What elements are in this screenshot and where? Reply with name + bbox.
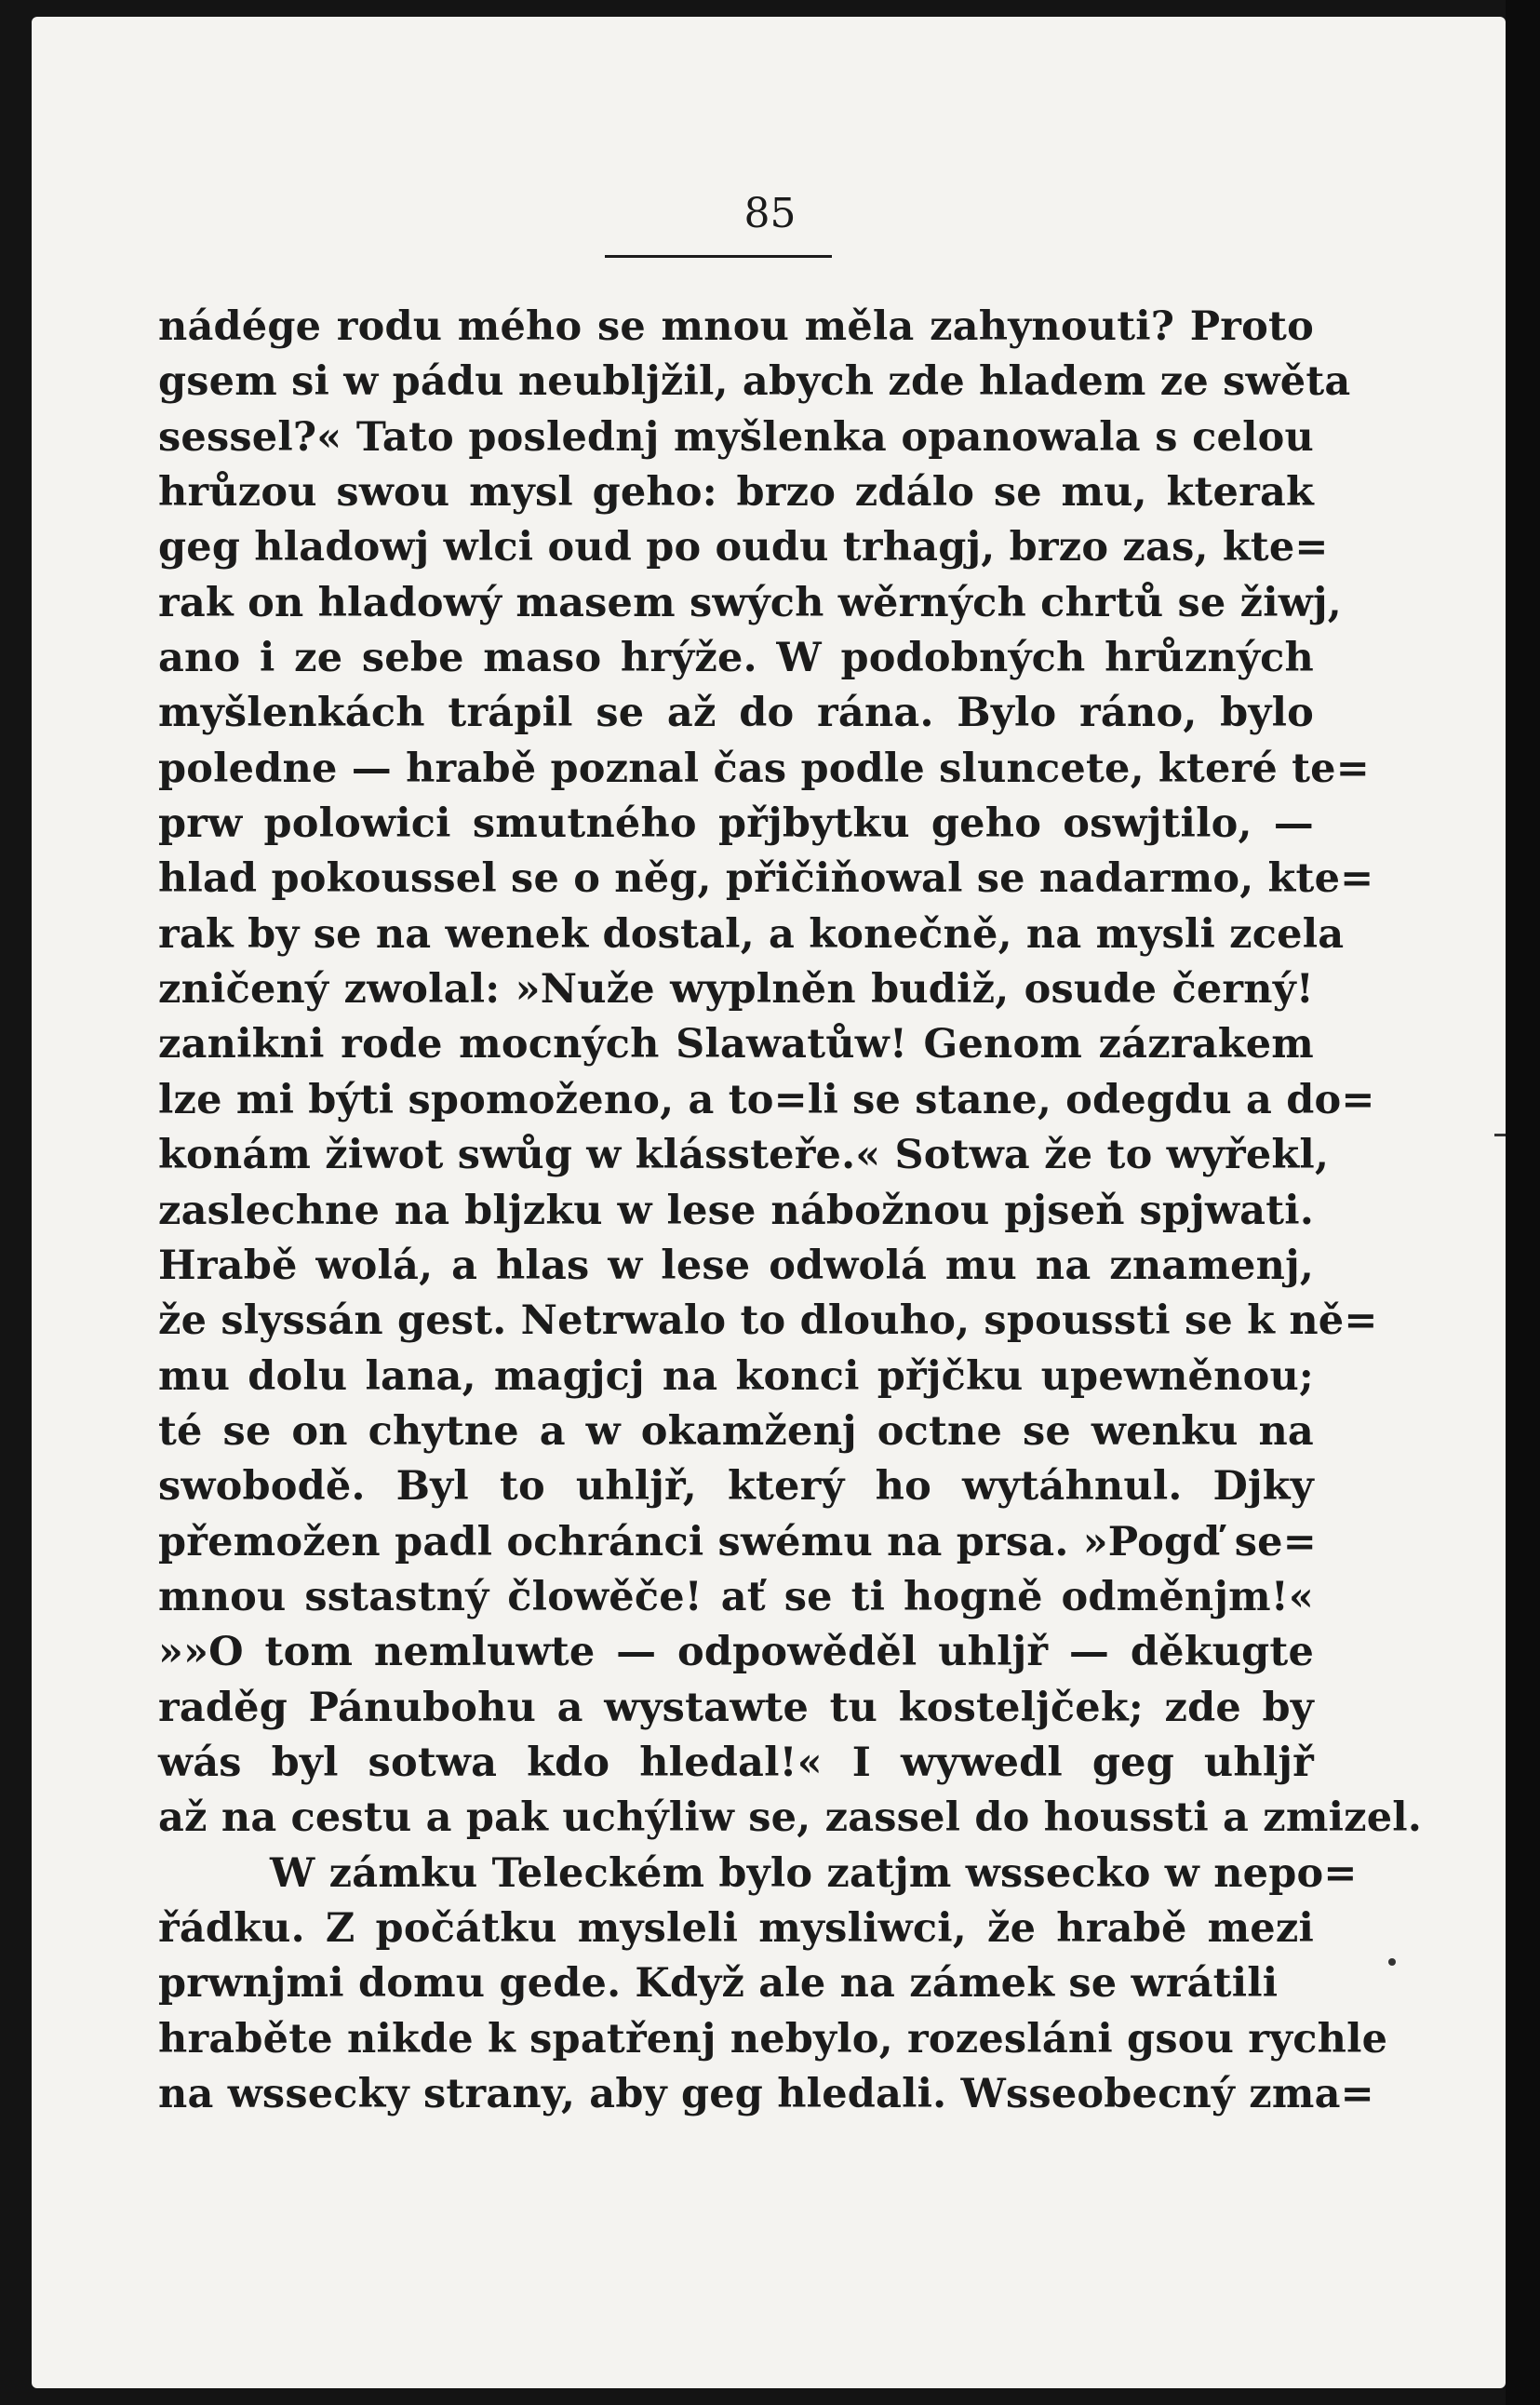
page-number: 85: [743, 190, 797, 237]
text-line: té se on chytne a w okamženj octne se wenku na: [158, 1407, 1314, 1455]
text-line: »»O tom nemluwte — odpowěděl uhljř — děkugte: [158, 1629, 1314, 1676]
text-line: sessel?« Tato poslednj myšlenka opanowala s celou: [158, 413, 1314, 461]
page-edge-shadow: [1506, 0, 1540, 2405]
text-line: až na cestu a pak uchýliw se, zassel do houssti a zmizel.: [158, 1794, 1423, 1842]
text-line: wás byl sotwa kdo hledal!« I wywedl geg uhljř: [158, 1739, 1314, 1786]
text-line: zničený zwolal: »Nuže wyplněn budiž, osude černý!: [158, 966, 1314, 1014]
text-line: mnou sstastný člowěče! ať se ti hogně odměnjm!«: [158, 1573, 1314, 1620]
text-line: lze mi býti spomoženo, a to=li se stane, odegdu a do=: [158, 1076, 1375, 1123]
text-line: Hrabě wolá, a hlas w lese odwolá mu na znamenj,: [158, 1242, 1314, 1289]
text-line: prw polowici smutného přjbytku geho oswjtilo, —: [158, 800, 1314, 848]
text-line: rak by se na wenek dostal, a konečně, na mysli zcela: [158, 910, 1345, 958]
text-line: mu dolu lana, magjcj na konci přјčku upewněnou;: [158, 1352, 1314, 1400]
text-line: hrůzou swou mysl geho: brzo zdálo se mu, kterak: [158, 469, 1314, 517]
text-line: hlad pokoussel se o něg, přičiňowal se nadarmo, kte=: [158, 855, 1374, 903]
text-line: konám žiwot swůg w klássteře.« Sotwa že to wyřekl,: [158, 1132, 1330, 1179]
text-line: prwnjmi domu gede. Když ale na zámek se wrátili: [158, 1960, 1279, 2008]
text-line: hraběte nikde k spatřenj nebylo, rozesláni gsou rychle: [158, 2015, 1388, 2062]
text-line: rak on hladowý masem swých wěrných chrtů se žiwj,: [158, 579, 1342, 626]
text-line: swobodě. Byl to uhljř, který ho wytáhnul. Djky: [158, 1463, 1314, 1511]
text-line: řádku. Z počátku mysleli myslіwci, že hrabě mezi: [158, 1904, 1314, 1952]
print-speck: [1494, 1134, 1506, 1136]
text-line: myšlenkách trápil se až do rána. Bylo ráno, bylo: [158, 690, 1314, 737]
text-line: poledne — hrabě poznal čas podle sluncete, které te=: [158, 745, 1370, 792]
text-line: na wssecky strany, aby geg hledali. Wsseobecný zma=: [158, 2071, 1374, 2117]
text-line: zanikni rode mocných Slawatůw! Genom zázrakem: [158, 1021, 1314, 1068]
text-line: zaslechne na blјzku w lese nábožnou pjseň spjwati.: [158, 1187, 1314, 1234]
text-line: že slyssán gest. Netrwalo to dlouho, spoussti se k ně=: [158, 1297, 1378, 1345]
text-line: přemožen padl ochránci swému na prsa. »Pogď se=: [158, 1518, 1317, 1565]
text-line: W zámku Teleckém bylo zatjm wssecko w nepo=: [270, 1849, 1358, 1897]
text-line: geg hladowj wlci oud po oudu trhagj, brzo zas, kte=: [158, 524, 1329, 571]
body-text: [158, 300, 1423, 2122]
text-line: nádége rodu mého se mnou měla zahynouti? Proto: [158, 303, 1314, 350]
text-line: gsem si w pádu neublјžil, abych zde hladem ze swěta: [158, 358, 1351, 406]
print-speck: [1388, 1958, 1396, 1966]
text-line: raděg Pánubohu a wystawte tu kostelјček; zde by: [158, 1684, 1314, 1731]
text-line: ano i ze sebe maso hrýže. W podobných hrůzných: [158, 635, 1314, 682]
header-rule: [605, 255, 832, 258]
